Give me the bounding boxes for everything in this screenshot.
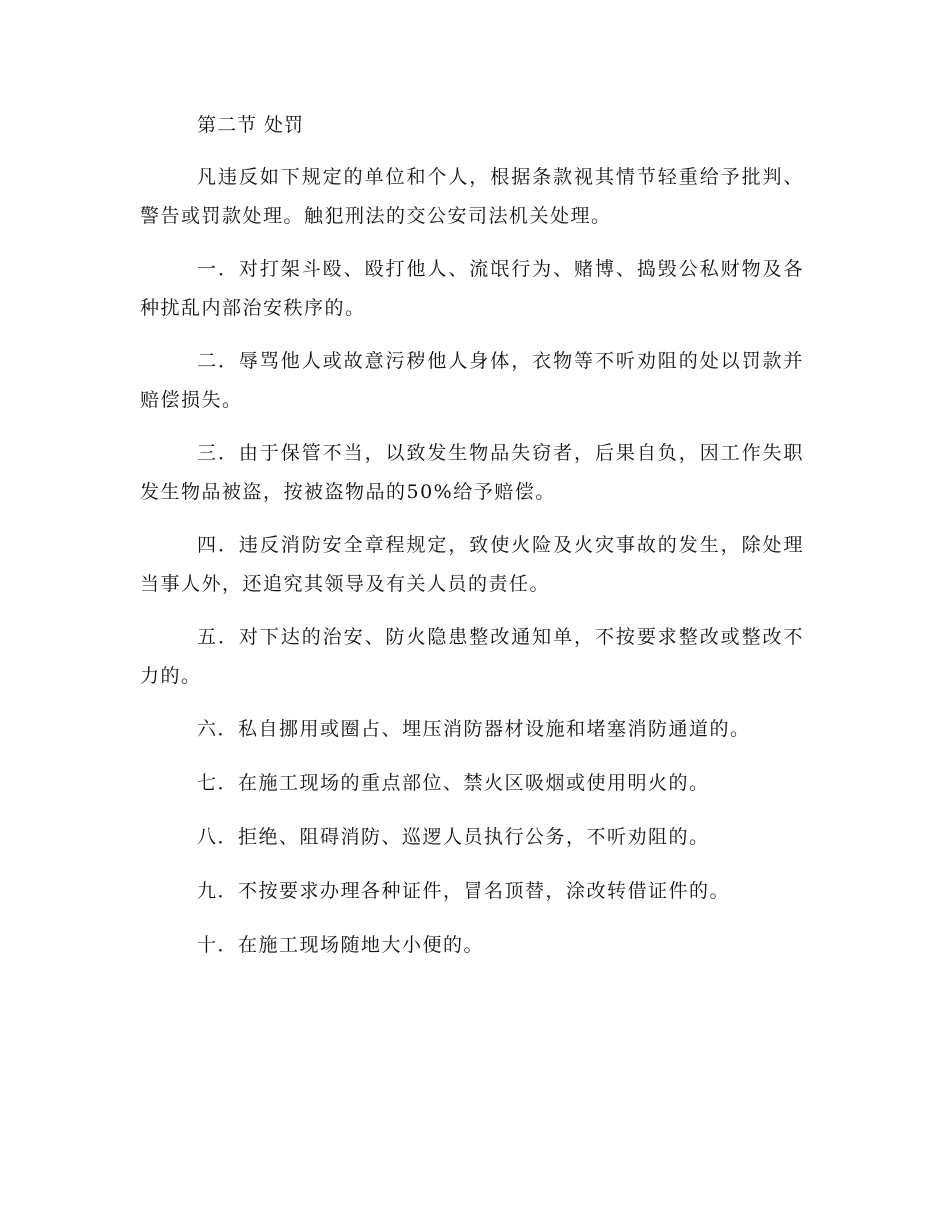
rule-item-7: 七．在施工现场的重点部位、禁火区吸烟或使用明火的。 (197, 772, 710, 794)
rule-item-8: 八．拒绝、阻碍消防、巡逻人员执行公务，不听劝阻的。 (197, 826, 710, 848)
rule-item-2: 二．辱骂他人或故意污秽他人身体，衣物等不听劝阻的处以罚款并赔偿损失。 (140, 350, 804, 411)
rule-item-1: 一．对打架斗殴、殴打他人、流氓行为、赌博、捣毁公私财物及各种扰乱内部治安秩序的。 (140, 258, 804, 319)
rule-item-4: 四．违反消防安全章程规定，致使火险及火灾事故的发生，除处理当事人外，还追究其领导及有关人员的责任。 (140, 534, 804, 595)
document-body (140, 106, 804, 980)
rule-item-6: 六．私自挪用或圈占、埋压消防器材设施和堵塞消防通道的。 (197, 718, 751, 740)
rule-item-3: 三．由于保管不当，以致发生物品失窃者，后果自负，因工作失职发生物品被盗，按被盗物品的50%给予赔偿。 (140, 442, 804, 503)
rule-item-5: 五．对下达的治安、防火隐患整改通知单，不按要求整改或整改不力的。 (140, 626, 804, 687)
rule-item-10: 十．在施工现场随地大小便的。 (197, 934, 485, 956)
intro-paragraph: 凡违反如下规定的单位和个人，根据条款视其情节轻重给予批判、警告或罚款处理。触犯刑法的交公安司法机关处理。 (140, 166, 804, 227)
rule-item-9: 九．不按要求办理各种证件，冒名顶替，涂改转借证件的。 (197, 880, 731, 902)
section-title: 第二节 处罚 (197, 114, 305, 136)
